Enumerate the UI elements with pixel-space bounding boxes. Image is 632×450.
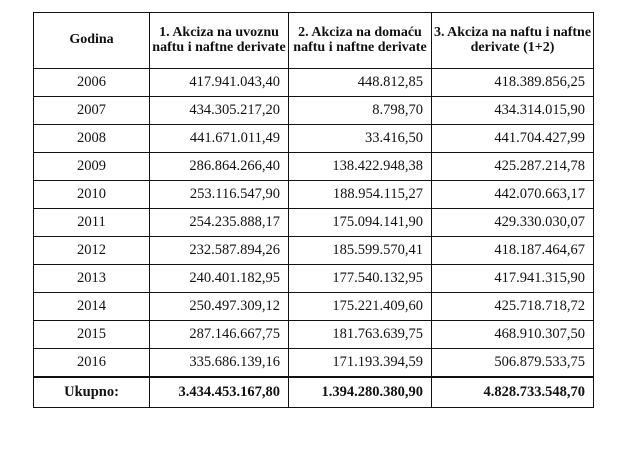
header-domestic-excise: 2. Akciza na domaću naftu i naftne derivate [289,13,432,69]
table-row [34,349,594,378]
cell-year: 2015 [34,321,150,349]
cell-total: 425.718.718,72 [432,293,594,321]
cell-domestic: 175.094.141,90 [289,209,432,237]
cell-year: 2012 [34,237,150,265]
cell-domestic: 171.193.394,59 [289,349,432,378]
excise-table [33,12,594,408]
cell-total: 425.287.214,78 [432,153,594,181]
table-row [34,293,594,321]
header-row [34,13,594,69]
cell-domestic: 177.540.132,95 [289,265,432,293]
total-label: Ukupno: [34,377,150,408]
cell-total: 418.389.856,25 [432,69,594,97]
table-body [34,69,594,408]
cell-import: 254.235.888,17 [150,209,289,237]
cell-year: 2016 [34,349,150,378]
header-year: Godina [34,13,150,69]
cell-import: 434.305.217,20 [150,97,289,125]
cell-total: 506.879.533,75 [432,349,594,378]
cell-domestic: 448.812,85 [289,69,432,97]
cell-domestic: 185.599.570,41 [289,237,432,265]
cell-year: 2013 [34,265,150,293]
cell-year: 2009 [34,153,150,181]
cell-domestic: 181.763.639,75 [289,321,432,349]
table-row [34,97,594,125]
cell-year: 2006 [34,69,150,97]
table-row [34,69,594,97]
total-domestic: 1.394.280.380,90 [289,377,432,408]
table-header [34,13,594,69]
table-row [34,265,594,293]
cell-year: 2008 [34,125,150,153]
cell-domestic: 33.416,50 [289,125,432,153]
cell-import: 287.146.667,75 [150,321,289,349]
total-import: 3.434.453.167,80 [150,377,289,408]
cell-total: 418.187.464,67 [432,237,594,265]
table-row [34,237,594,265]
cell-total: 442.070.663,17 [432,181,594,209]
cell-total: 434.314.015,90 [432,97,594,125]
cell-import: 240.401.182,95 [150,265,289,293]
header-total-excise: 3. Akciza na naftu i naftne derivate (1+2) [432,13,594,69]
table-row [34,153,594,181]
table-row [34,181,594,209]
cell-total: 429.330.030,07 [432,209,594,237]
cell-import: 232.587.894,26 [150,237,289,265]
cell-total: 441.704.427,99 [432,125,594,153]
cell-total: 468.910.307,50 [432,321,594,349]
table-row [34,321,594,349]
cell-import: 417.941.043,40 [150,69,289,97]
total-sum: 4.828.733.548,70 [432,377,594,408]
cell-import: 286.864.266,40 [150,153,289,181]
total-row [34,377,594,408]
table-row [34,209,594,237]
cell-import: 253.116.547,90 [150,181,289,209]
cell-year: 2007 [34,97,150,125]
cell-import: 250.497.309,12 [150,293,289,321]
cell-domestic: 8.798,70 [289,97,432,125]
cell-domestic: 175.221.409,60 [289,293,432,321]
cell-import: 335.686.139,16 [150,349,289,378]
cell-domestic: 188.954.115,27 [289,181,432,209]
table-row [34,125,594,153]
cell-total: 417.941.315,90 [432,265,594,293]
cell-year: 2014 [34,293,150,321]
cell-domestic: 138.422.948,38 [289,153,432,181]
header-import-excise: 1. Akciza na uvoznu naftu i naftne derivate [150,13,289,69]
cell-year: 2010 [34,181,150,209]
cell-import: 441.671.011,49 [150,125,289,153]
cell-year: 2011 [34,209,150,237]
